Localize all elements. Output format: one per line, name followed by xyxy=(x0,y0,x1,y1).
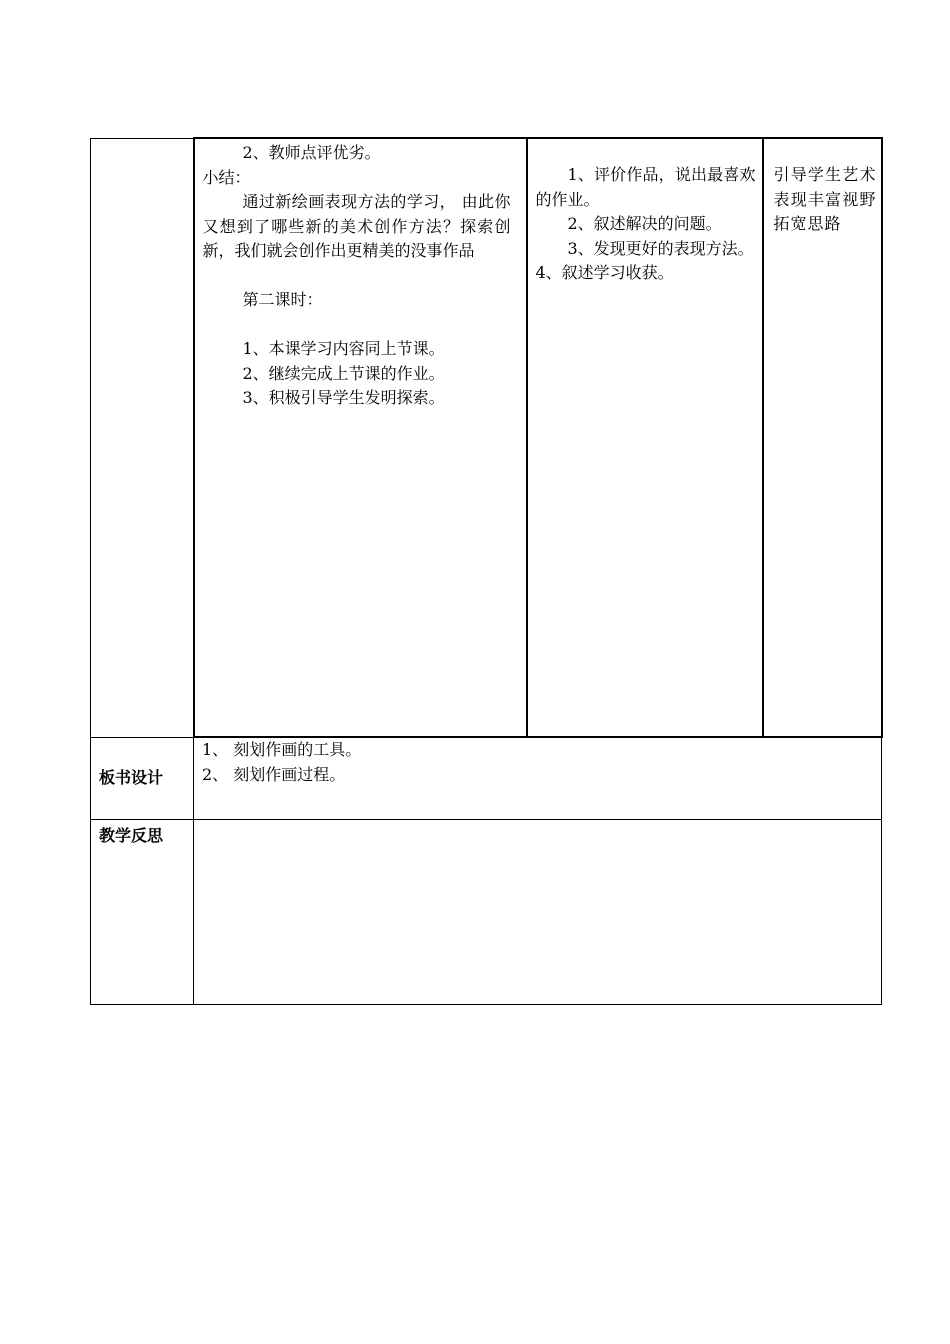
board-item: 2、 刻划作画过程。 xyxy=(202,764,346,784)
summary-paragraph: 通过新绘画表现方法的学习， 由此你又想到了哪些新的美术创作方法？探索创新，我们就会创作出更精美的没事作品 xyxy=(202,192,511,260)
student-activity-cell xyxy=(527,138,763,737)
second-period-heading: 第二课时： xyxy=(242,290,323,309)
student-activity-item: 2、叙述解决的问题。 xyxy=(567,214,722,233)
second-period-item: 2、继续完成上节课的作业。 xyxy=(242,363,445,383)
teaching-reflection-content xyxy=(194,820,882,1005)
teacher-activity-cell xyxy=(194,138,527,737)
board-design-label: 板书设计 xyxy=(91,737,194,820)
teaching-reflection-row xyxy=(91,820,882,1005)
teaching-reflection-label: 教学反思 xyxy=(91,820,194,1005)
second-period-item: 3、积极引导学生发明探索。 xyxy=(242,388,445,407)
student-activity-item: 4、叙述学习收获。 xyxy=(535,263,674,282)
second-period-item: 1、本课学习内容同上节课。 xyxy=(242,339,445,358)
spacer xyxy=(203,264,520,289)
student-activity-item: 3、发现更好的表现方法。 xyxy=(567,238,754,258)
spacer xyxy=(203,313,520,338)
board-item: 1、 刻划作画的工具。 xyxy=(202,740,362,759)
empty-label-cell xyxy=(91,138,194,737)
student-activity-item: 1、评价作品，说出最喜欢的作业。 xyxy=(535,165,756,209)
board-design-row xyxy=(91,737,882,820)
summary-label: 小结： xyxy=(202,167,251,187)
teacher-review-line: 2、教师点评优劣。 xyxy=(242,143,381,162)
design-intent-cell xyxy=(763,138,882,737)
design-intent-text: 引导学生艺术表现丰富视野拓宽思路 xyxy=(773,165,877,233)
lesson-plan-table xyxy=(90,137,883,1005)
lesson-process-row xyxy=(91,138,882,737)
board-design-content xyxy=(194,737,882,820)
